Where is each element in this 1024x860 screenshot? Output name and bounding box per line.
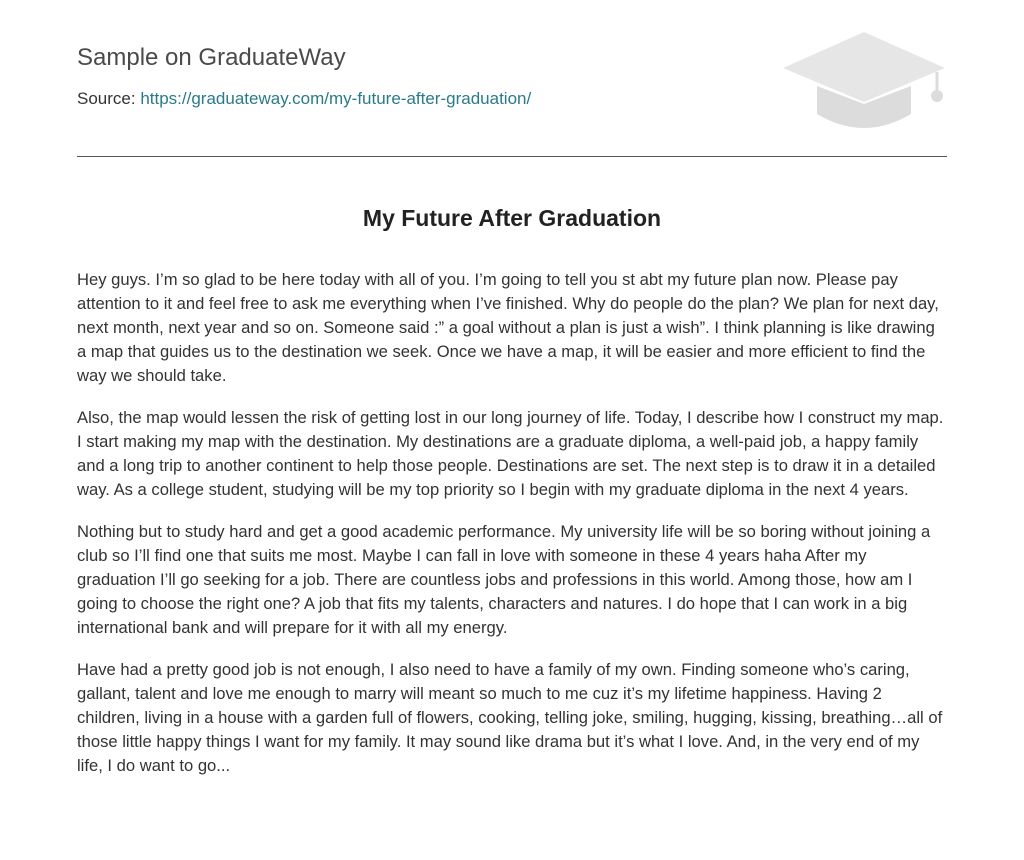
site-title: Sample on GraduateWay bbox=[77, 44, 346, 71]
source-line bbox=[77, 89, 531, 109]
article-title: My Future After Graduation bbox=[362, 205, 662, 231]
paragraph: Nothing but to study hard and get a good academic performance. My university life will be so boring without joining a club so I’ll find one that suits me most. Maybe I can fall in love with someone in these 4 years haha After my graduation I’ll go seeking for a job. There are countless jobs and professions in this world. Among those, how am I going to choose the right one? A job that fits my talents, characters and natures. I do hope that I can work in a big international bank and will prepare for it with all my energy. bbox=[77, 522, 931, 637]
paragraph: Also, the map would lessen the risk of getting lost in our long journey of life. Today, I describe how I construct my map. I start making my map with the destination. My destinations are a graduate diploma, a well-paid job, a happy family and a long trip to another continent to help those people. Destinations are set. The next step is to draw it in a detailed way. As a college student, studying will be my top priority so I begin with my graduate diploma in the next 4 years. bbox=[77, 408, 944, 499]
paragraph: Hey guys. I’m so glad to be here today with all of you. I’m going to tell you st abt my future plan now. Please pay attention to it and feel free to ask me everything when I’ve finished. Why do people do the plan? We plan for next day, next month, next year and so on. Someone said :” a goal without a plan is just a wish”. I think planning is like drawing a map that guides us to the destination we seek. Once we have a map, it will be easier and more efficient to find the way we should take. bbox=[77, 270, 939, 385]
source-link[interactable]: https://graduateway.com/my-future-after-graduation/ bbox=[140, 89, 532, 108]
source-label: Source: bbox=[77, 89, 136, 108]
page-header bbox=[77, 0, 947, 157]
graduation-cap-icon bbox=[781, 30, 947, 132]
paragraph: Have had a pretty good job is not enough, I also need to have a family of my own. Finding someone who’s caring, gallant, talent and love me enough to marry will meant so much to me cuz it’s my lifetime happiness. Having 2 children, living in a house with a garden full of flowers, cooking, telling joke, smiling, hugging, kissing, breathing…all of those little happy things I want for my family. It may sound like drama but it’s what I love. And, in the very end of my life, I do want to go... bbox=[77, 660, 943, 775]
article-body bbox=[77, 268, 947, 796]
